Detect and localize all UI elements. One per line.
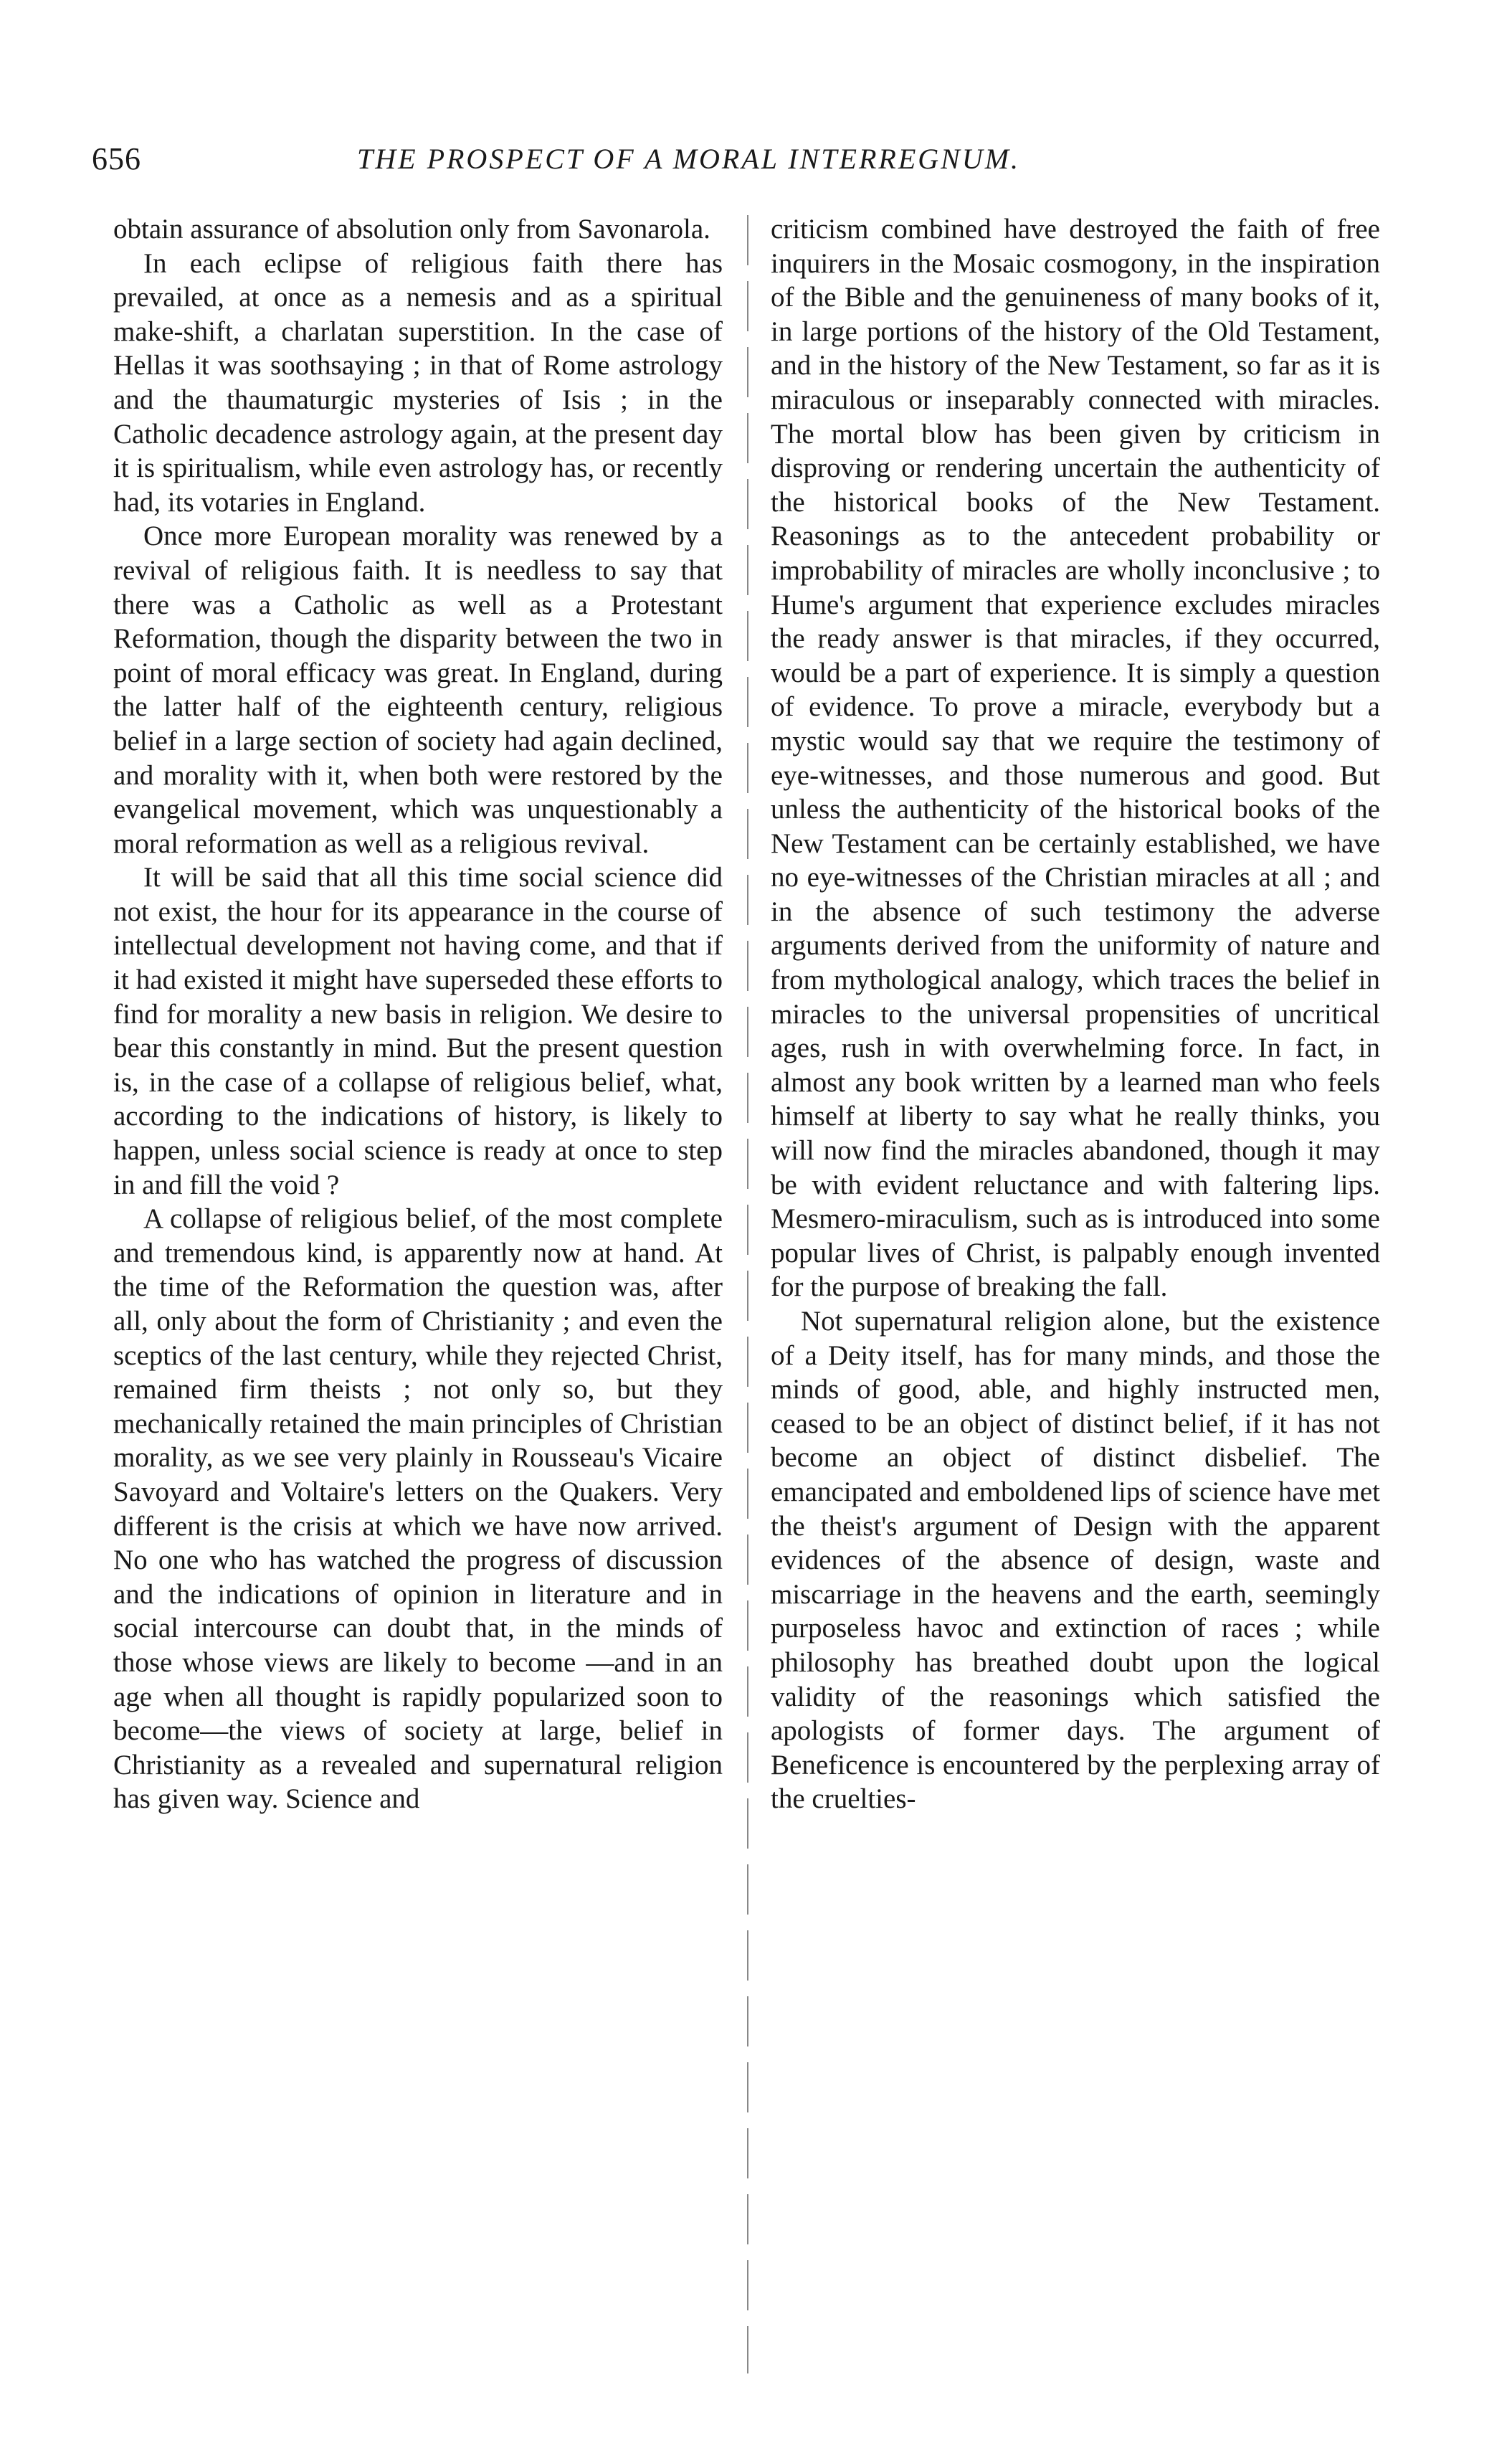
paragraph: It will be said that all this time social science did not exist, the hour for its appearance in the course of intellectual development not having come, and that if it had existed it might have superseded these efforts to find for morality a new basis in religion. We desire to bear this constantly in mind. But the present question is, in the case of a collapse of religious belief, what, according to the indications of history, is likely to happen, unless social science is ready at once to step in and fill the void ?: [113, 862, 723, 1200]
paragraph: Not supernatural religion alone, but the existence of a Deity itself, has for many minds, and those the minds of good, able, and highly instructed men, ceased to be an object of distinct belief, if it has not become an object of distinct disbelief. The emancipated and emboldened lips of science have met the theist's argument of Design with the apparent evidences of the absence of design, waste and miscarriage in the heavens and the earth, seemingly purposeless havoc and extinction of races ; while philosophy has breathed doubt upon the logical validity of the reasonings which satisfied the apologists of former days. The argument of Beneficence is encountered by the perplexing array of the cruelties-: [771, 1306, 1380, 1815]
paragraph: In each eclipse of religious faith there has prevailed, at once as a nemesis and as a spiritual make-shift, a charlatan superstition. In the case of Hellas it was soothsaying ; in that of Rome astrology and the thaumaturgic mysteries of Isis ; in the Catholic decadence astrology again, at the present day it is spiritualism, while even astrology has, or recently had, its votaries in England.: [113, 247, 723, 518]
running-title: THE PROSPECT OF A MORAL INTERREGNUM.: [357, 143, 1021, 175]
paragraph: criticism combined have destroyed the faith of free inquirers in the Mosaic cosmogony, in the inspiration of the Bible and the genuineness of many books of it, in large portions of the history of the Old Testament, and in the history of the New Testament, so far as it is miraculous or inseparably connected with miracles. The mortal blow has been given by criticism in disproving or rendering uncertain the authenticity of the historical books of the New Testament. Reasonings as to the antecedent probability or improbability of miracles are wholly inconclusive ; to Hume's argument that experience excludes miracles the ready answer is that miracles, if they occurred, would be a part of experience. It is simply a question of evidence. To prove a miracle, everybody but a mystic would say that we require the testimony of eye-witnesses, and those numerous and good. But unless the authenticity of the historical books of the New Testament can be certainly established, we have no eye-witnesses of the Christian miracles at all ; and in the absence of such testimony the adverse arguments derived from the uniformity of nature and from mythological analogy, which traces the belief in miracles to the universal propensities of uncritical ages, rush in with overwhelming force. In fact, in almost any book written by a learned man who feels himself at liberty to say what he really thinks, you will now find the miracles abandoned, though it may be with evident reluctance and with faltering lips. Mesmero-miraculism, such as is introduced into some popular lives of Christ, is palpably enough invented for the purpose of breaking the fall.: [771, 214, 1380, 1303]
paragraph: A collapse of religious belief, of the most complete and tremendous kind, is apparently now at hand. At the time of the Reformation the question was, after all, only about the form of Christianity ; and even the sceptics of the last century, while they rejected Christ, remained firm theists ; not only so, but they mechanically retained the main principles of Christian morality, as we see very plainly in Rousseau's Vicaire Savoyard and Voltaire's letters on the Quakers. Very different is the crisis at which we have now arrived. No one who has watched the progress of discussion and the indications of opinion in literature and in social intercourse can doubt that, in the minds of those whose views are likely to become —and in an age when all thought is rapidly popularized soon to become—the views of society at large, belief in Christianity as a revealed and supernatural religion has given way. Science and: [113, 1203, 723, 1815]
left-column: [113, 212, 723, 1816]
column-divider: [747, 215, 748, 2373]
right-column: [771, 212, 1380, 1816]
paragraph: Once more European morality was renewed by a revival of religious faith. It is needless to say that there was a Catholic as well as a Protestant Reformation, though the disparity between the two in point of moral efficacy was great. In England, during the latter half of the eighteenth century, religious belief in a large section of society had again declined, and morality with it, when both were restored by the evangelical movement, which was unquestionably a moral reformation as well as a religious revival.: [113, 521, 723, 859]
running-head: [92, 141, 1382, 191]
paragraph: obtain assurance of absolution only from Savonarola.: [113, 214, 710, 245]
page-number: 656: [92, 141, 141, 176]
